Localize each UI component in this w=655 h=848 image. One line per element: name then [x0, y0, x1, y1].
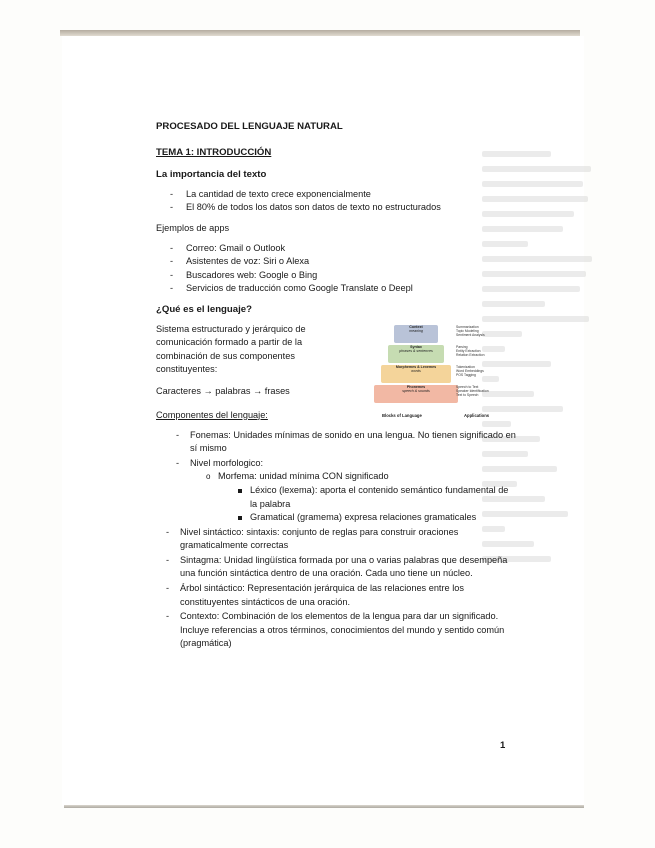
list-item-text: Fonemas: Unidades mínimas de sonido en una lengua. No tienen significado en sí mismo: [190, 429, 516, 454]
diagram-caption-applications: Applications: [464, 412, 490, 418]
diagram-caption-blocks: Blocks of Language: [382, 412, 422, 418]
chapter-heading: TEMA 1: INTRODUCCIÓN: [156, 146, 272, 158]
diagram-layer-context: Context meaning: [394, 325, 438, 343]
diagram-layer-phonemes: Phonemes speech & sounds: [374, 385, 458, 403]
lenguaje-block: [156, 323, 516, 423]
page-number: 1: [500, 740, 506, 751]
list-item-text: Nivel morfologico:: [190, 457, 264, 468]
section-heading-ejemplos: Ejemplos de apps: [156, 222, 230, 233]
diagram-layer-morphemes: Morphemes & Lexemes words: [381, 365, 451, 383]
diagram-apps-phonemes: Speech to Text Speaker Identification Text to Speech: [456, 384, 489, 397]
ejemplos-list: [156, 242, 516, 296]
list-item: - El 80% de todos los datos son datos de texto no estructurados: [156, 201, 516, 215]
componentes-list: [156, 429, 516, 652]
document-title: PROCESADO DEL LENGUAJE NATURAL: [156, 121, 343, 132]
sublist-item-morfema: [190, 470, 516, 524]
list-item-morfologico: [166, 457, 516, 525]
sublist-item-gramatical: Gramatical (gramema) expresa relaciones gramaticales: [218, 511, 516, 525]
section-heading-importancia: La importancia del texto: [156, 169, 267, 181]
section-heading-lenguaje: ¿Qué es el lenguaje?: [156, 303, 252, 315]
morfema-sublist: [218, 484, 516, 525]
lenguaje-chain: Caracteres → palabras → frases: [156, 385, 290, 396]
diagram-layer-syntax: Syntax phrases & sentences: [388, 345, 444, 363]
list-item-contexto: - Contexto: Combinación de los elementos de la lengua para dar un significado. Incluye referencias a otros términos, conocimientos del mundo y sentido común (pragmática): [156, 610, 516, 651]
list-item-sintagma: - Sintagma: Unidad lingüística formada por una o varias palabras que desempeña una función sintáctica dentro de una oración. Cada uno tiene un núcleo.: [156, 554, 516, 581]
lenguaje-definition: Sistema estructurado y jerárquico de comunicación formado a partir de la combinación de sus componentes constituyentes:: [156, 323, 306, 375]
list-item: - Servicios de traducción como Google Translate o Deepl: [156, 282, 516, 296]
morfologico-sublist: [190, 470, 516, 524]
componentes-heading: Componentes del lenguaje:: [156, 409, 268, 420]
diagram-apps-syntax: Parsing Entity Extraction Relation Extraction: [456, 344, 485, 357]
list-item-fonemas: [166, 429, 516, 456]
diagram-apps-context: Summarization Topic Modeling Sentiment Analysis: [456, 324, 485, 337]
list-item: - Correo: Gmail o Outlook: [156, 242, 516, 256]
list-item: - Buscadores web: Google o Bing: [156, 269, 516, 283]
document-content: [156, 120, 516, 652]
blocks-of-language-diagram: [364, 323, 524, 421]
scan-edge-bottom: [64, 805, 584, 808]
list-item: - Asistentes de voz: Siri o Alexa: [156, 255, 516, 269]
sublist-item-lexico: Léxico (lexema): aporta el contenido semántico fundamental de la palabra: [218, 484, 516, 511]
importancia-list: [156, 188, 516, 215]
list-item-arbol: - Árbol sintáctico: Representación jerárquica de las relaciones entre los constituyentes sintácticos de una oración.: [156, 582, 516, 609]
list-item-sintactico: - Nivel sintáctico: sintaxis: conjunto de reglas para construir oraciones gramaticalmente correctas: [156, 526, 516, 553]
diagram-apps-morphemes: Tokenization Word Embeddings POS Tagging: [456, 364, 484, 377]
list-item: - La cantidad de texto crece exponencialmente: [156, 188, 516, 202]
list-item-text: Morfema: unidad mínima CON significado: [218, 471, 389, 482]
lenguaje-definition-block: [156, 323, 341, 399]
